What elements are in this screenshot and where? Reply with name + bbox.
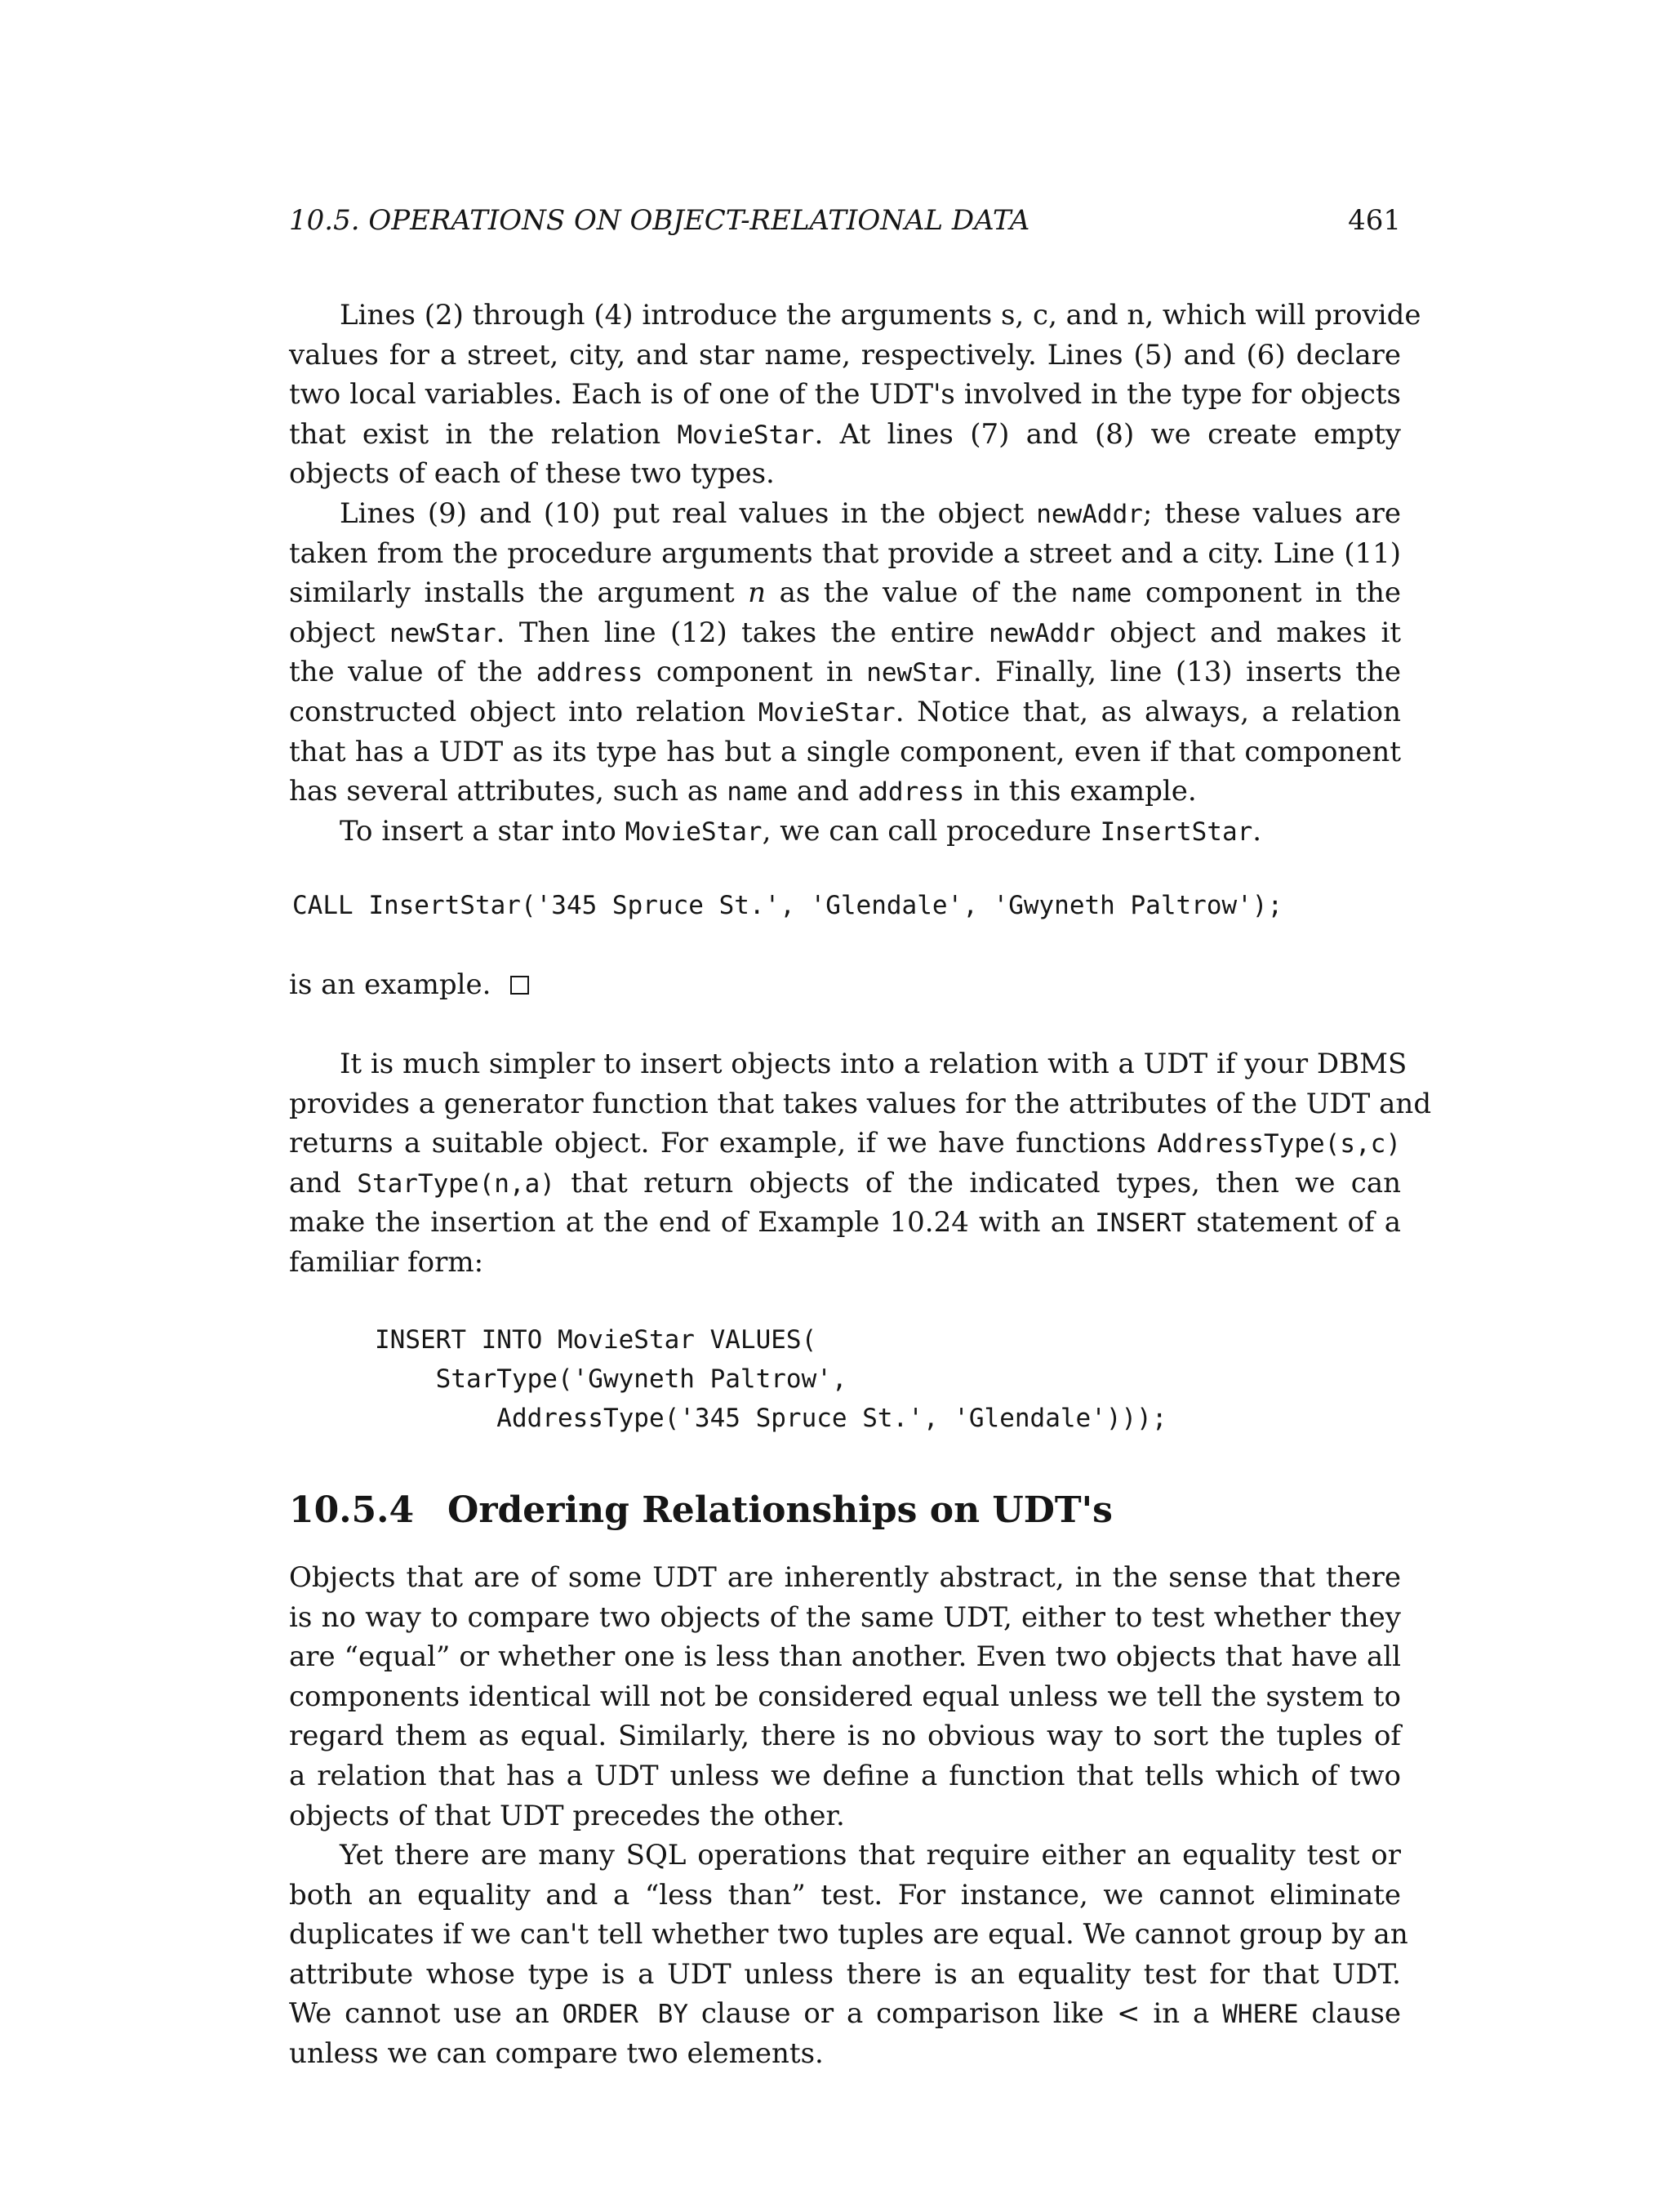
text-line: and StarType(n,a) that return objects of the indicated types, then we can: [289, 1166, 1401, 1199]
paragraph-values: [289, 494, 1401, 812]
inline-code: INSERT: [1095, 1208, 1187, 1239]
text-line: duplicates if we can't tell whether two tuples are equal. We cannot group by an: [289, 1918, 1408, 1952]
paragraph-abstract: [289, 1558, 1401, 1836]
text-line: components identical will not be considered equal unless we tell the system to: [289, 1680, 1401, 1713]
inline-code: newStar: [389, 618, 496, 648]
paragraph-generator: [289, 1044, 1432, 1283]
section-title: Ordering Relationships on UDT's: [447, 1489, 1113, 1531]
section-heading: [289, 1489, 1113, 1531]
inline-code: address: [857, 777, 965, 808]
text-line: unless we can compare two elements.: [289, 2036, 824, 2070]
inline-code: MovieStar: [758, 697, 896, 728]
text-line: both an equality and a “less than” test. For instance, we cannot eliminate: [289, 1878, 1401, 1912]
text-line: that has a UDT as its type has but a single component, even if that component: [289, 735, 1401, 768]
text-line: It is much simpler to insert objects into a relation with a UDT if your DBMS: [340, 1048, 1407, 1080]
inline-code: newStar: [866, 658, 973, 688]
text-line: taken from the procedure arguments that provide a street and a city. Line (11): [289, 536, 1401, 570]
text-line: objects of that UDT precedes the other.: [289, 1799, 845, 1832]
inline-code: WHERE: [1222, 2000, 1299, 2030]
text-line: provides a generator function that takes values for the attributes of the UDT and: [289, 1087, 1432, 1120]
inline-code: newAddr: [989, 618, 1096, 648]
call-statement: CALL InsertStar('345 Spruce St.', 'Glendale', 'Gwyneth Paltrow');: [292, 891, 1283, 920]
paragraph-insert-star: [289, 812, 1401, 852]
inline-code: ORDER BY: [562, 2000, 689, 2030]
example-end: [289, 965, 1401, 1005]
page-number: 461: [1348, 204, 1401, 237]
text-line: objects of each of these two types.: [289, 457, 775, 491]
text-line: two local variables. Each is of one of the UDT's involved in the type for objects: [289, 378, 1401, 412]
text-line: familiar form:: [289, 1245, 484, 1279]
inline-code: address: [536, 658, 643, 688]
code-line: AddressType('345 Spruce St.', 'Glendale')));: [375, 1404, 1167, 1433]
text-line: returns a suitable object. For example, if we have functions AddressType(s,c): [289, 1127, 1401, 1160]
code-line: StarType('Gwyneth Paltrow',: [375, 1364, 847, 1394]
inline-code: newAddr: [1036, 500, 1143, 529]
text-line: attribute whose type is a UDT unless there is an equality test for that UDT.: [289, 1957, 1401, 1991]
paragraph-sql-operations: [289, 1836, 1408, 2074]
insert-code-block: [375, 1320, 1167, 1438]
text-line: We cannot use an ORDER BY clause or a comparison like < in a WHERE clause: [289, 1997, 1402, 2031]
code-line: INSERT INTO MovieStar VALUES(: [375, 1325, 817, 1355]
text-line: Lines (9) and (10) put real values in the object newAddr; these values are: [340, 497, 1402, 530]
running-header: [289, 204, 1401, 237]
end-of-example-box-icon: [510, 976, 529, 995]
text-line: is no way to compare two objects of the same UDT, either to test whether they: [289, 1600, 1401, 1634]
example-end-text: is an example.: [289, 968, 491, 1001]
text-line: Lines (2) through (4) introduce the arguments s, c, and n, which will provide: [340, 299, 1421, 332]
text-line: Yet there are many SQL operations that require either an equality test or: [340, 1839, 1401, 1872]
text-line: To insert a star into MovieStar, we can call procedure InsertStar.: [340, 815, 1262, 848]
inline-code: MovieStar: [625, 817, 763, 847]
text-line: make the insertion at the end of Example 10.24 with an INSERT statement of a: [289, 1206, 1402, 1240]
text-line: values for a street, city, and star name, respectively. Lines (5) and (6) declare: [289, 338, 1401, 372]
inline-code: name: [1070, 579, 1132, 609]
inline-code: InsertStar: [1100, 817, 1253, 847]
inline-code: name: [727, 777, 789, 808]
text-line: object newStar. Then line (12) takes the entire newAddr object and makes it: [289, 616, 1401, 649]
running-title: 10.5. OPERATIONS ON OBJECT-RELATIONAL DATA: [289, 204, 1030, 237]
text-line: has several attributes, such as name and address in this example.: [289, 775, 1197, 808]
text-line: Objects that are of some UDT are inherently abstract, in the sense that there: [289, 1561, 1401, 1594]
paragraph-arguments: [289, 296, 1421, 494]
text-line: that exist in the relation MovieStar. At lines (7) and (8) we create empty: [289, 417, 1401, 451]
inline-code: AddressType(s,c): [1157, 1129, 1401, 1159]
text-line: constructed object into relation MovieStar. Notice that, as always, a relation: [289, 695, 1401, 728]
text-line: similarly installs the argument n as the value of the name component in the: [289, 576, 1402, 610]
text-line: the value of the address component in newStar. Finally, line (13) inserts the: [289, 656, 1401, 689]
text-line: are “equal” or whether one is less than another. Even two objects that have all: [289, 1640, 1401, 1674]
inline-code: StarType(n,a): [357, 1168, 555, 1199]
inline-code: MovieStar: [677, 420, 815, 450]
text-line: a relation that has a UDT unless we define a function that tells which of two: [289, 1759, 1401, 1792]
text-line: regard them as equal. Similarly, there is no obvious way to sort the tuples of: [289, 1720, 1401, 1753]
section-number: 10.5.4: [289, 1489, 415, 1531]
